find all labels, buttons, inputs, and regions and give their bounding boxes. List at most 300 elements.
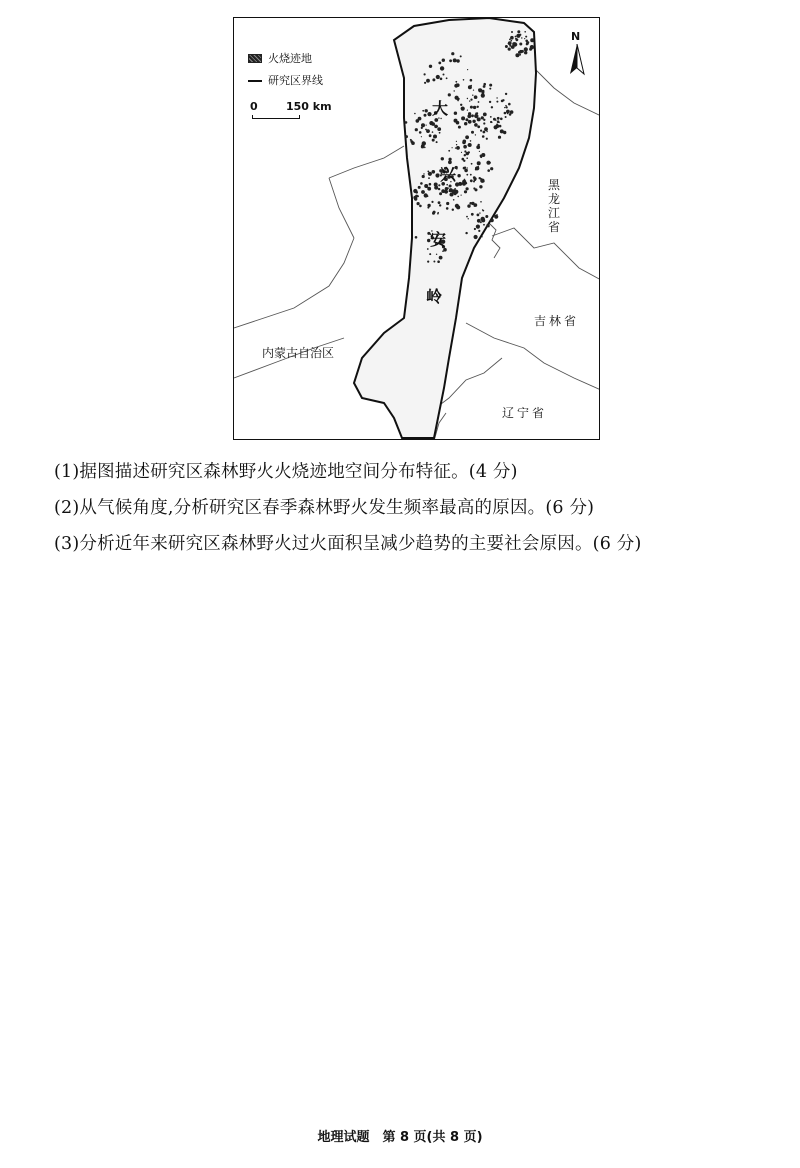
burn-dot xyxy=(428,177,430,179)
burn-dot xyxy=(470,140,472,142)
burn-dot xyxy=(456,168,458,170)
burn-dot xyxy=(456,146,460,150)
burn-dot xyxy=(489,88,491,90)
burn-dot xyxy=(453,58,457,62)
burn-dot xyxy=(516,34,520,38)
burn-dot xyxy=(427,248,429,250)
burn-dot xyxy=(440,118,441,119)
burn-dot xyxy=(410,140,413,143)
burn-dot xyxy=(464,122,467,125)
burn-dot xyxy=(479,212,480,213)
burn-dot xyxy=(489,84,492,87)
burn-dot xyxy=(426,187,428,189)
burn-dot xyxy=(462,182,466,186)
boundary-line-swatch-icon xyxy=(248,80,262,82)
burn-dot xyxy=(530,49,532,51)
scale-start: 0 xyxy=(250,100,258,113)
burn-dot xyxy=(464,169,468,173)
burn-dot xyxy=(476,145,480,149)
burn-dot xyxy=(505,45,508,48)
burn-area-swatch-icon xyxy=(248,54,262,63)
burn-dot xyxy=(446,202,449,205)
burn-dot xyxy=(524,31,526,33)
burn-dot xyxy=(515,53,519,57)
north-arrow xyxy=(564,30,590,80)
burn-dot xyxy=(483,122,485,124)
burn-dot xyxy=(467,98,468,99)
burn-dot xyxy=(466,216,468,218)
burn-dot xyxy=(414,197,417,200)
burn-dot xyxy=(428,172,432,176)
burn-dot xyxy=(470,85,472,87)
burn-dot xyxy=(466,174,468,176)
burn-dot xyxy=(480,130,482,132)
burn-dot xyxy=(453,199,455,201)
burn-dot xyxy=(424,147,426,149)
burn-dot xyxy=(446,184,448,186)
burn-dot xyxy=(455,81,457,83)
burn-dot xyxy=(487,169,490,172)
burn-dot xyxy=(504,107,505,108)
burn-dot xyxy=(490,167,493,170)
province-border-east-jag xyxy=(489,223,500,258)
range-char-da: 大 xyxy=(432,99,449,118)
burn-dot xyxy=(482,210,484,212)
burn-dot xyxy=(496,97,497,98)
burn-dot xyxy=(416,119,420,123)
burn-dot xyxy=(465,118,468,121)
burn-dot xyxy=(446,77,448,79)
study-area-boundary xyxy=(354,18,536,438)
burn-dot xyxy=(468,218,469,219)
legend-boundary xyxy=(248,74,323,87)
burn-dot xyxy=(442,59,445,62)
burn-dot xyxy=(427,261,429,263)
burn-dot xyxy=(483,85,486,88)
label-inner-mongolia: 内蒙古自治区 xyxy=(262,346,335,360)
burn-dot xyxy=(481,218,485,222)
burn-dot xyxy=(468,120,472,124)
burn-dot xyxy=(414,113,416,115)
burn-dot xyxy=(426,79,430,83)
burn-dot xyxy=(464,150,466,152)
burn-dot xyxy=(438,201,441,204)
burn-dot xyxy=(429,183,432,186)
burn-dot xyxy=(530,38,534,42)
burn-dot xyxy=(449,185,452,188)
burn-dot xyxy=(421,145,424,148)
burn-dot xyxy=(460,55,462,57)
burn-dot xyxy=(482,90,485,93)
burn-dot xyxy=(424,82,426,84)
burn-dot xyxy=(461,152,462,153)
burn-dot xyxy=(477,106,479,108)
burn-dot xyxy=(508,111,510,113)
burn-dot xyxy=(472,120,475,123)
burn-dot xyxy=(457,174,460,177)
burn-dot xyxy=(496,123,498,125)
burn-dot xyxy=(454,192,457,195)
burn-dot xyxy=(427,187,431,191)
burn-dot xyxy=(463,140,467,144)
burn-dot xyxy=(464,190,467,193)
burn-dot xyxy=(429,65,432,68)
burn-dot xyxy=(431,201,433,203)
burn-dot xyxy=(464,154,466,156)
burn-dot xyxy=(478,101,480,103)
burn-dot xyxy=(426,129,430,133)
north-letter: N xyxy=(571,30,581,43)
burn-dot xyxy=(474,235,478,239)
burn-dot xyxy=(454,188,456,190)
burn-dot xyxy=(440,66,444,70)
burn-dot xyxy=(478,230,480,232)
burn-dot xyxy=(427,207,429,209)
burn-dot xyxy=(413,189,417,193)
burn-dot xyxy=(432,78,435,81)
burn-dot xyxy=(486,138,488,140)
burn-dot xyxy=(438,62,441,65)
burn-dot xyxy=(418,186,421,189)
scale-bar-line xyxy=(252,115,300,119)
scale-end: 150 km xyxy=(286,100,332,113)
burn-dot xyxy=(424,114,427,117)
burn-dot xyxy=(433,261,435,263)
burn-dot xyxy=(490,219,494,223)
burn-dot xyxy=(417,202,420,205)
burn-dot xyxy=(437,127,441,131)
burn-dot xyxy=(419,205,422,208)
burn-dot xyxy=(496,101,498,103)
burn-dot xyxy=(466,157,468,159)
question-2: (2)从气候角度,分析研究区春季森林野火发生频率最高的原因。(6 分) xyxy=(54,498,595,518)
burn-dot xyxy=(511,31,513,33)
burn-dot xyxy=(508,41,512,45)
burn-dot xyxy=(435,173,439,177)
burn-dot xyxy=(521,37,522,38)
burn-dot xyxy=(467,110,468,111)
burn-dot xyxy=(489,101,491,103)
burn-dot xyxy=(519,54,521,56)
burn-dot xyxy=(437,260,440,263)
burn-dot xyxy=(470,79,473,82)
burn-dot xyxy=(504,112,507,115)
burn-dot xyxy=(463,160,465,162)
burn-dot xyxy=(482,135,485,138)
burn-dot xyxy=(454,84,458,88)
question-3: (3)分析近年来研究区森林野火过火面积呈减少趋势的主要社会原因。(6 分) xyxy=(54,534,642,554)
burn-dot xyxy=(420,182,423,185)
range-char-an: 安 xyxy=(430,230,447,249)
province-border-jilin-liaoning xyxy=(466,323,600,390)
burn-dot xyxy=(450,193,454,197)
burn-dot xyxy=(477,214,480,217)
burn-dot xyxy=(426,110,428,112)
burn-dot xyxy=(440,78,443,81)
burn-dot xyxy=(517,30,520,33)
burn-dot xyxy=(427,112,431,116)
burn-dot xyxy=(488,226,489,227)
burn-dot xyxy=(494,125,498,129)
burn-dot xyxy=(524,38,525,39)
burn-dot xyxy=(474,177,477,180)
burn-dot xyxy=(449,59,452,62)
burn-dot xyxy=(483,119,485,121)
burn-dot xyxy=(439,192,442,195)
burn-dot xyxy=(512,42,516,46)
burn-dot xyxy=(432,139,435,142)
burn-dot xyxy=(458,182,462,186)
burn-dot xyxy=(469,100,470,101)
burn-dot xyxy=(423,173,424,174)
burn-dot xyxy=(490,121,492,123)
burn-dot xyxy=(458,126,461,129)
burn-dot xyxy=(425,193,426,194)
burn-dot xyxy=(479,151,480,152)
burn-dot xyxy=(471,163,473,165)
burn-dot xyxy=(448,93,451,96)
burn-dot xyxy=(486,131,487,132)
burn-dot xyxy=(456,141,457,142)
burn-dot xyxy=(405,135,408,138)
burn-dot xyxy=(441,157,444,160)
legend-boundary-label: 研究区界线 xyxy=(268,74,323,87)
burn-dot xyxy=(470,179,473,182)
burn-dot xyxy=(438,188,440,190)
burn-dot xyxy=(515,38,517,40)
burn-dot xyxy=(466,152,469,155)
burn-dot xyxy=(467,204,470,207)
burn-dot xyxy=(505,116,507,118)
burn-dot xyxy=(427,204,430,207)
burn-dot xyxy=(480,155,483,158)
burn-dot xyxy=(505,105,507,107)
burn-dot xyxy=(525,36,527,38)
burn-dot xyxy=(497,214,498,215)
burn-dot xyxy=(510,36,514,40)
burn-dot xyxy=(436,254,437,255)
burn-dot xyxy=(481,117,482,118)
burn-dot xyxy=(465,232,467,234)
burn-dot xyxy=(495,119,497,121)
burn-dot xyxy=(455,96,459,100)
page-footer: 地理试题 第 8 页(共 8 页) xyxy=(317,1130,483,1145)
burn-dot xyxy=(474,123,478,127)
burn-dot xyxy=(484,127,488,131)
burn-dot xyxy=(519,50,522,53)
burn-dot xyxy=(461,195,462,196)
burn-dot xyxy=(477,117,481,121)
burn-dot xyxy=(470,174,472,176)
burn-dot xyxy=(465,135,469,139)
burn-dot xyxy=(471,213,474,216)
burn-dot xyxy=(467,114,471,118)
burn-dot xyxy=(471,202,474,205)
burn-dot xyxy=(436,141,438,143)
burn-dot xyxy=(483,113,487,117)
burn-dot xyxy=(429,134,432,137)
legend-burn-area xyxy=(248,52,312,65)
burn-dot xyxy=(421,190,425,194)
burn-dot xyxy=(461,116,465,120)
burn-dot xyxy=(470,106,473,109)
burn-dot xyxy=(463,145,467,149)
burn-dot xyxy=(470,99,472,101)
burn-dot xyxy=(474,95,478,99)
burn-dot xyxy=(464,179,466,181)
burn-dot xyxy=(439,256,443,260)
burn-dot xyxy=(461,107,465,111)
burn-dot xyxy=(436,75,440,79)
burn-dot xyxy=(448,160,452,164)
province-border-inner-mongolia-mid xyxy=(329,178,354,238)
burn-dot xyxy=(448,150,450,152)
burn-dot xyxy=(456,205,460,209)
burn-dot xyxy=(463,79,465,81)
burn-dot xyxy=(454,90,455,91)
scale-bar xyxy=(250,100,332,126)
burn-dot xyxy=(524,51,527,54)
legend-burn-label: 火烧迹地 xyxy=(268,52,312,65)
burn-dot xyxy=(507,113,509,115)
burn-dot xyxy=(434,186,438,190)
burn-dot xyxy=(477,125,480,128)
province-border-inner-mongolia-east xyxy=(234,238,354,328)
burn-dot xyxy=(424,73,426,75)
burn-dot xyxy=(475,134,476,135)
burn-dot xyxy=(498,122,499,123)
burn-dot xyxy=(466,187,469,190)
burn-dot xyxy=(414,191,415,192)
range-char-ling: 岭 xyxy=(426,287,443,306)
burn-dot xyxy=(475,166,479,170)
burn-dot xyxy=(449,188,453,192)
burn-dot xyxy=(457,196,459,198)
burn-dot xyxy=(494,215,498,219)
burn-dot xyxy=(439,204,441,206)
burn-dot xyxy=(526,42,529,45)
burn-dot xyxy=(452,209,454,211)
burn-dot xyxy=(474,228,476,230)
burn-dot xyxy=(437,126,438,127)
burn-dot xyxy=(515,36,517,38)
burn-dot xyxy=(456,144,457,145)
label-liaoning: 辽宁省 xyxy=(502,406,548,420)
burn-dot xyxy=(443,74,445,76)
burn-dot xyxy=(497,117,500,120)
question-list xyxy=(54,454,794,562)
burn-dot xyxy=(432,170,436,174)
burn-dot xyxy=(477,161,481,165)
burn-dot xyxy=(405,121,408,124)
range-char-xing: 兴 xyxy=(440,165,457,184)
burn-dot xyxy=(467,69,468,70)
burn-dot xyxy=(422,110,424,112)
burn-dot xyxy=(445,187,448,190)
burn-dot xyxy=(432,131,434,133)
burn-dot xyxy=(524,47,528,51)
burn-dot xyxy=(441,189,445,193)
burn-dot xyxy=(508,48,511,51)
burn-dot xyxy=(511,40,513,42)
burn-dot xyxy=(438,184,440,186)
burn-dot xyxy=(473,187,475,189)
label-heilongjiang: 黑龙江省 xyxy=(547,178,560,234)
burn-dot xyxy=(429,121,433,125)
burn-dot xyxy=(483,83,486,86)
burn-dot xyxy=(442,250,444,252)
burn-dot xyxy=(471,114,474,117)
burn-dot xyxy=(415,236,418,239)
burn-dot xyxy=(467,167,468,168)
burn-dot xyxy=(451,52,454,55)
burn-dot xyxy=(473,181,475,183)
burn-dot xyxy=(505,93,507,95)
burn-dot xyxy=(491,106,493,108)
burn-dot xyxy=(468,143,472,147)
burn-dot xyxy=(525,40,528,43)
burn-dot xyxy=(477,219,481,223)
label-jilin: 吉林省 xyxy=(534,314,580,328)
burn-dot xyxy=(426,195,428,197)
burn-dot xyxy=(474,205,476,207)
burn-dot xyxy=(502,99,504,101)
burn-dot xyxy=(482,236,483,237)
burn-dot xyxy=(483,181,485,183)
burn-dot xyxy=(476,225,480,229)
burn-dot xyxy=(419,131,422,134)
burn-dot xyxy=(500,118,503,121)
burn-dot xyxy=(478,88,482,92)
burn-dot xyxy=(449,158,452,161)
burn-dot xyxy=(439,132,441,134)
burn-dot xyxy=(434,118,438,122)
burn-dot xyxy=(508,103,511,106)
burn-dot xyxy=(506,106,508,108)
north-arrow-icon xyxy=(564,44,590,80)
province-border-heilongjiang-jilin xyxy=(492,228,600,280)
burn-dot xyxy=(483,224,485,226)
burn-dot xyxy=(455,147,456,148)
burn-dot xyxy=(480,201,482,203)
burn-dot xyxy=(422,175,425,178)
burn-dot xyxy=(444,249,446,251)
burn-dot xyxy=(456,59,459,62)
burn-dot xyxy=(510,110,514,114)
burn-dot xyxy=(452,147,453,148)
burn-dot xyxy=(509,45,511,47)
burn-dot xyxy=(519,43,522,46)
question-1: (1)据图描述研究区森林野火火烧迹地空间分布特征。(4 分) xyxy=(54,462,518,482)
burn-dot xyxy=(472,95,473,96)
burn-dot xyxy=(483,131,486,134)
burn-dot xyxy=(479,185,482,188)
burn-dot xyxy=(415,195,418,198)
burn-dot xyxy=(454,112,457,115)
burn-dot xyxy=(474,114,478,118)
burn-dot xyxy=(433,135,437,139)
burn-dot xyxy=(446,207,449,210)
burn-dot xyxy=(464,167,466,169)
burn-dot xyxy=(460,104,462,106)
burn-dot xyxy=(471,131,474,134)
burn-dot xyxy=(437,213,439,215)
burn-dot xyxy=(415,128,418,131)
burn-dot xyxy=(421,123,425,127)
study-area-map xyxy=(233,17,600,440)
burn-dot xyxy=(429,253,431,255)
burn-dot xyxy=(426,125,427,126)
